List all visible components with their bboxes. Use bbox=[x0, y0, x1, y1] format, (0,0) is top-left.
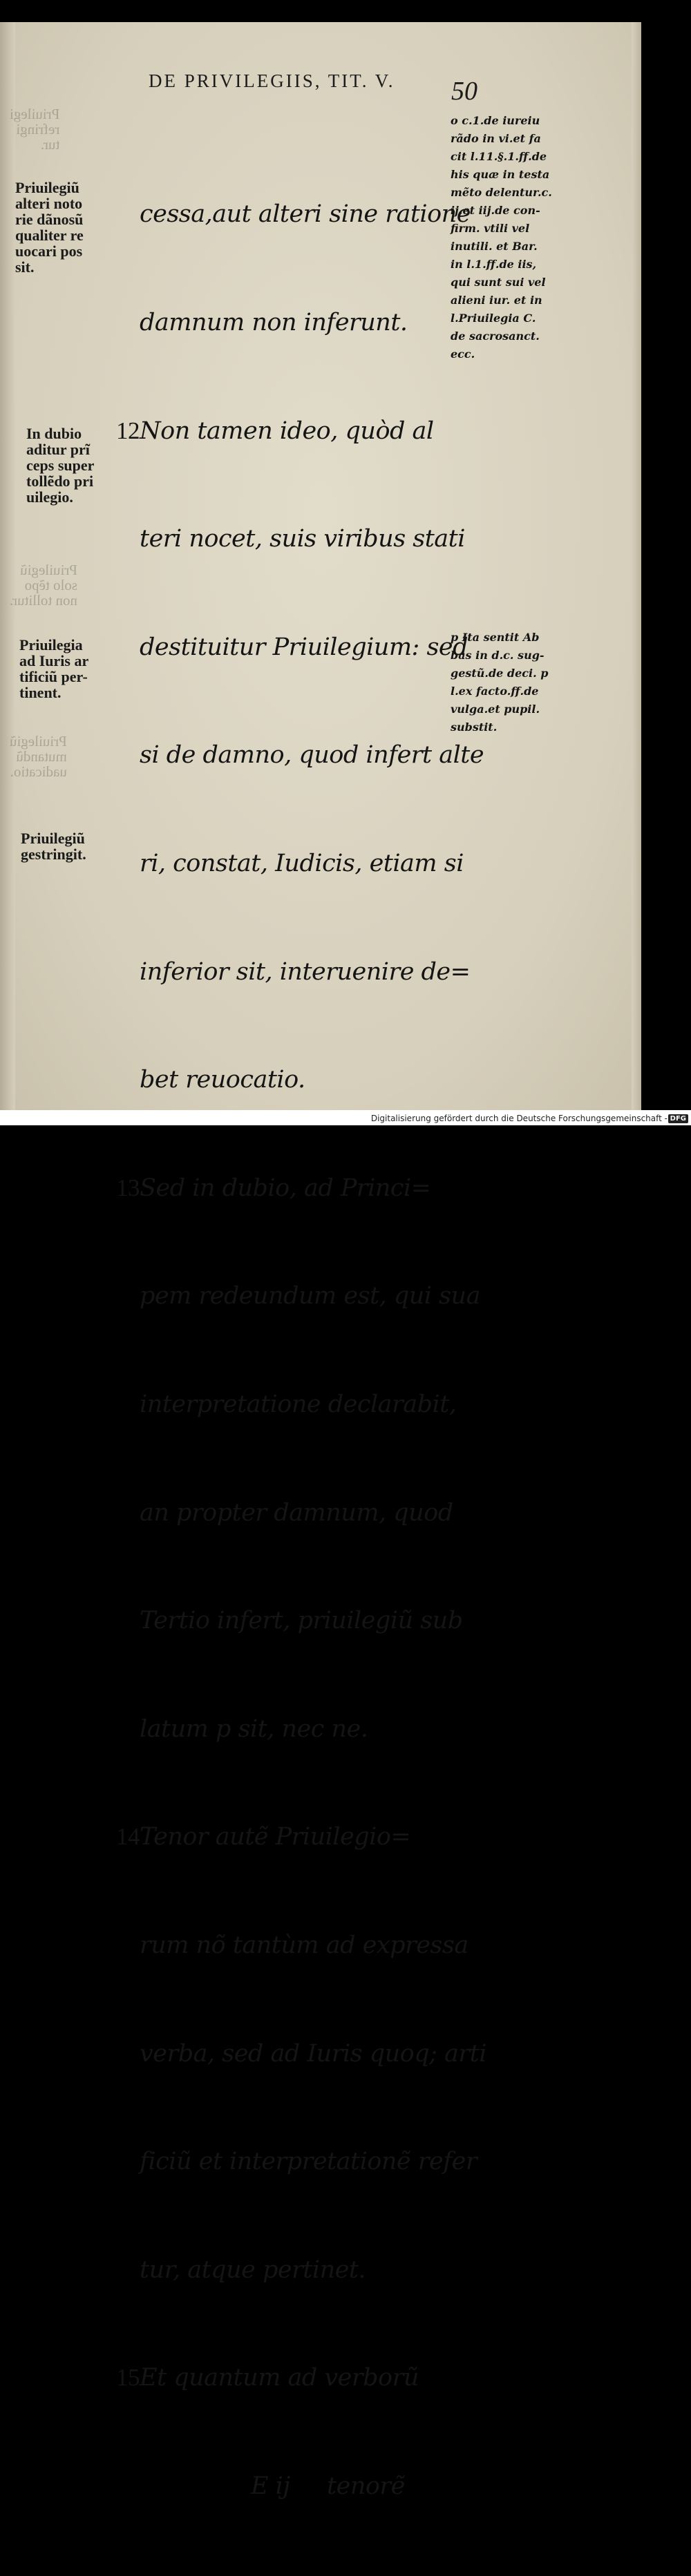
funding-credit: Digitalisierung gefördert durch die Deutsche Forschungsgemeinschaft - bbox=[370, 1114, 668, 1123]
text-line: pem redeundum est, qui sua bbox=[140, 1282, 480, 1310]
margin-gloss: Priuilegia ad Iuris ar tificiũ per- tinent. bbox=[19, 636, 89, 701]
text-line: damnum non inferunt. bbox=[140, 309, 408, 336]
text-line: 15Et quantum ad verborũ bbox=[116, 2364, 419, 2392]
text-line: ri, constat, Iudicis, etiam si bbox=[140, 849, 464, 877]
margin-gloss: Priuilegiũ gestringit. bbox=[21, 830, 86, 863]
page-edge-shadow bbox=[632, 22, 641, 1110]
margin-note: p Ita sentit Ab bas in d.c. sug- gestũ.de deci. p l.ex facto.ff.de vulga.et pupil. substit. bbox=[451, 631, 549, 734]
running-title: DE PRIVILEGIIS, TIT. V. bbox=[149, 70, 395, 91]
text-line: destituitur Priuilegium: sed bbox=[140, 633, 468, 661]
text-line: cessa,aut alteri sine ratione bbox=[140, 200, 471, 229]
text-line: interpretatione declarabit, bbox=[140, 1390, 457, 1418]
text-line: 13Sed in dubio, ad Princi= bbox=[116, 1174, 431, 1202]
margin-note: o c.1.de iureiu rãdo in vi.et fa cit l.11.§.1.ff.de his quæ in testa mẽto delentur.c. ij.et iij.de con- firm. vtili vel inutili. et Bar. in l.1.ff.de iis, qui sunt sui vel alieni iur. et in l.Priuilegia C. de sacrosanct. ecc. bbox=[451, 114, 552, 361]
text-line: an propter damnum, quod bbox=[140, 1498, 453, 1527]
text-line: rum nõ tantùm ad expressa bbox=[140, 1931, 468, 1959]
signature-line bbox=[116, 2468, 448, 2504]
show-through-text: Priuilegiũ mutandũ uadicatio. bbox=[10, 733, 67, 780]
signature-mark: E ij bbox=[251, 2472, 290, 2500]
text-line: Tertio infert, priuilegiũ sub bbox=[140, 1607, 463, 1635]
text-line: teri nocet, suis viribus stati bbox=[140, 525, 465, 553]
show-through-text: Priuilegi refringi tur. bbox=[10, 106, 60, 153]
main-text-block bbox=[116, 124, 486, 2576]
catchword: tenorẽ bbox=[327, 2472, 405, 2500]
text-line: 14Tenor autẽ Priuilegio= bbox=[116, 1823, 411, 1851]
text-line: inferior sit, interuenire de= bbox=[140, 957, 471, 986]
text-line: latum p sit, nec ne. bbox=[140, 1715, 368, 1743]
text-line: bet reuocatio. bbox=[140, 1066, 305, 1094]
margin-gloss: Priuilegiũ alteri noto rie dãnosũ qualiter re uocari pos sit. bbox=[15, 179, 84, 276]
text-line: si de damno, quod infert alte bbox=[140, 741, 484, 770]
dfg-logo: DFG bbox=[668, 1114, 688, 1123]
text-line: ficiũ et interpretationẽ refer bbox=[140, 2148, 477, 2176]
folio-number: 50 bbox=[451, 77, 477, 106]
footer-bar bbox=[0, 1110, 691, 1125]
text-line: 12Non tamen ideo, quòd al bbox=[116, 417, 434, 445]
text-line: tur, atque pertinet. bbox=[140, 2255, 366, 2284]
margin-gloss: In dubio aditur prĩ ceps super tollẽdo pri uilegio. bbox=[26, 425, 95, 506]
show-through-text: Priuilegiũ solo tẽpo non tollitur. bbox=[10, 562, 78, 609]
text-line: verba, sed ad Iuris quoq; arti bbox=[140, 2039, 486, 2068]
